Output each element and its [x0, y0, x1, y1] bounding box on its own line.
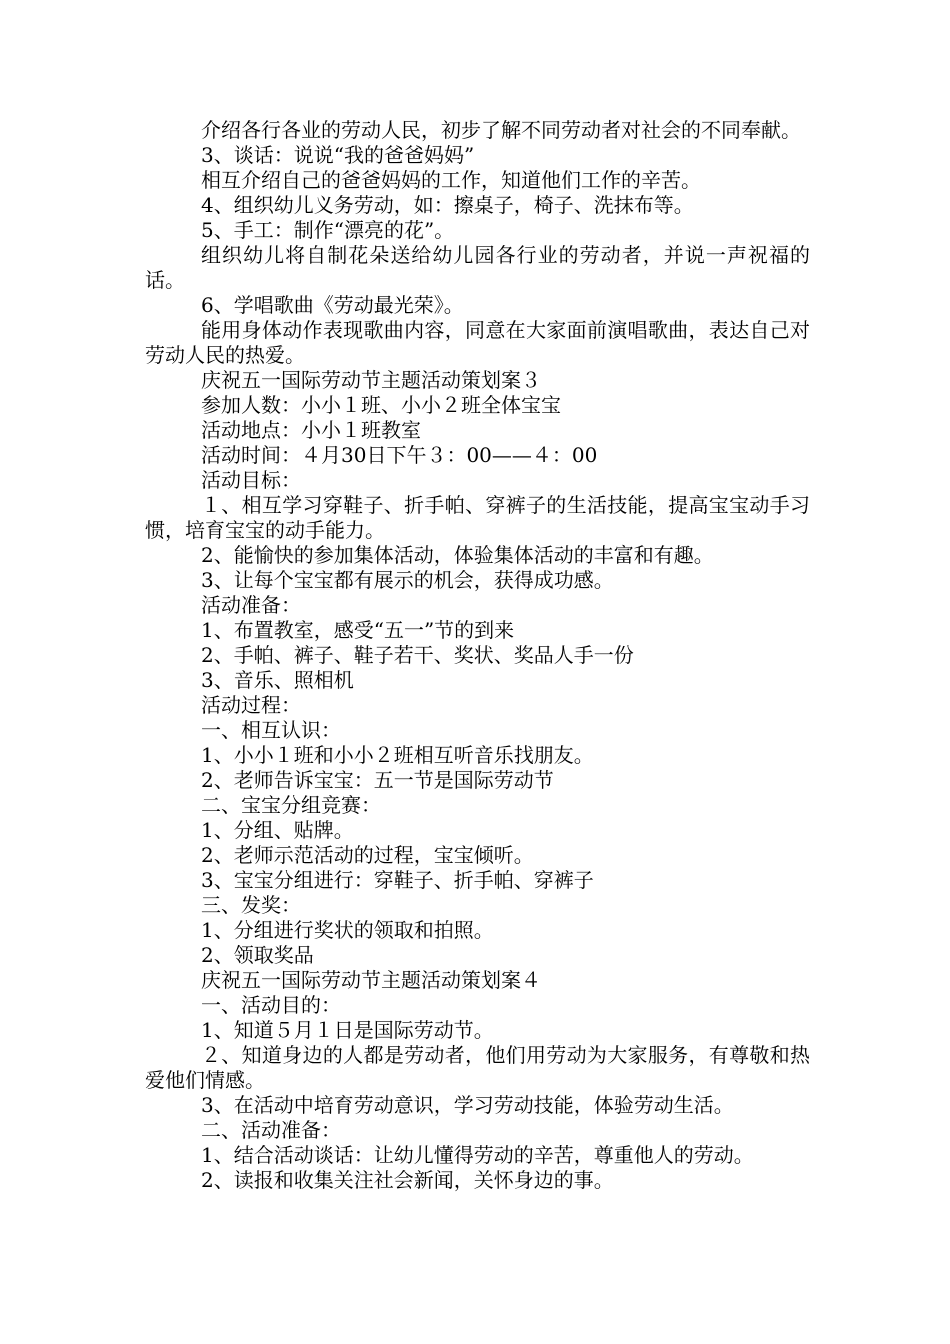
paragraph: 2、能愉快的参加集体活动，体验集体活动的丰富和有趣。: [201, 543, 714, 567]
paragraph: 2、老师告诉宝宝：五一节是国际劳动节: [201, 768, 554, 792]
paragraph: 2、读报和收集关注社会新闻，关怀身边的事。: [201, 1168, 614, 1192]
paragraph: １、相互学习穿鞋子、折手帕、穿裤子的生活技能，提高宝宝动手习惯，培育宝宝的动手能力。: [145, 493, 810, 542]
paragraph: 3、宝宝分组进行：穿鞋子、折手帕、穿裤子: [201, 868, 594, 892]
paragraph: 4、组织幼儿义务劳动，如：擦桌子，椅子、洗抹布等。: [201, 193, 694, 217]
paragraph: 活动时间：４月30日下午３：00——４：00: [201, 443, 598, 467]
paragraph: 活动目标：: [201, 468, 301, 492]
paragraph: 参加人数：小小１班、小小２班全体宝宝: [201, 393, 561, 417]
section-heading: 庆祝五一国际劳动节主题活动策划案４: [201, 968, 541, 992]
section-heading: 庆祝五一国际劳动节主题活动策划案３: [201, 368, 541, 392]
paragraph: 6、学唱歌曲《劳动最光荣》。: [201, 293, 464, 317]
paragraph: 活动地点：小小１班教室: [201, 418, 421, 442]
paragraph: 二、宝宝分组竞赛：: [201, 793, 381, 817]
paragraph: ２、知道身边的人都是劳动者，他们用劳动为大家服务，有尊敬和热爱他们情感。: [145, 1043, 810, 1092]
paragraph: 二、活动准备：: [201, 1118, 341, 1142]
paragraph: 2、手帕、裤子、鞋子若干、奖状、奖品人手一份: [201, 643, 634, 667]
paragraph: 1、小小１班和小小２班相互听音乐找朋友。: [201, 743, 594, 767]
paragraph: 三、发奖：: [201, 893, 301, 917]
paragraph: 1、布置教室，感受“五一”节的到来: [201, 618, 515, 642]
paragraph: 一、活动目的：: [201, 993, 341, 1017]
paragraph: 一、相互认识：: [201, 718, 341, 742]
paragraph: 3、让每个宝宝都有展示的机会，获得成功感。: [201, 568, 614, 592]
paragraph: 1、结合活动谈话：让幼儿懂得劳动的辛苦，尊重他人的劳动。: [201, 1143, 754, 1167]
document-body: [145, 118, 810, 1193]
paragraph: 活动过程：: [201, 693, 301, 717]
paragraph: 活动准备：: [201, 593, 301, 617]
paragraph: 组织幼儿将自制花朵送给幼儿园各行业的劳动者，并说一声祝福的话。: [145, 243, 810, 292]
paragraph: 3、在活动中培育劳动意识，学习劳动技能，体验劳动生活。: [201, 1093, 734, 1117]
paragraph: 介绍各行各业的劳动人民，初步了解不同劳动者对社会的不同奉献。: [201, 118, 801, 142]
paragraph: 2、老师示范活动的过程，宝宝倾听。: [201, 843, 534, 867]
paragraph: 1、分组进行奖状的领取和拍照。: [201, 918, 494, 942]
paragraph: 3、音乐、照相机: [201, 668, 354, 692]
paragraph: 1、知道５月１日是国际劳动节。: [201, 1018, 494, 1042]
paragraph: 2、领取奖品: [201, 943, 314, 967]
paragraph: 5、手工：制作“漂亮的花”。: [201, 218, 455, 242]
paragraph: 能用身体动作表现歌曲内容，同意在大家面前演唱歌曲，表达自己对劳动人民的热爱。: [145, 318, 810, 367]
paragraph: 相互介绍自己的爸爸妈妈的工作，知道他们工作的辛苦。: [201, 168, 701, 192]
paragraph: 3、谈话：说说“我的爸爸妈妈”: [201, 143, 475, 167]
paragraph: 1、分组、贴牌。: [201, 818, 354, 842]
